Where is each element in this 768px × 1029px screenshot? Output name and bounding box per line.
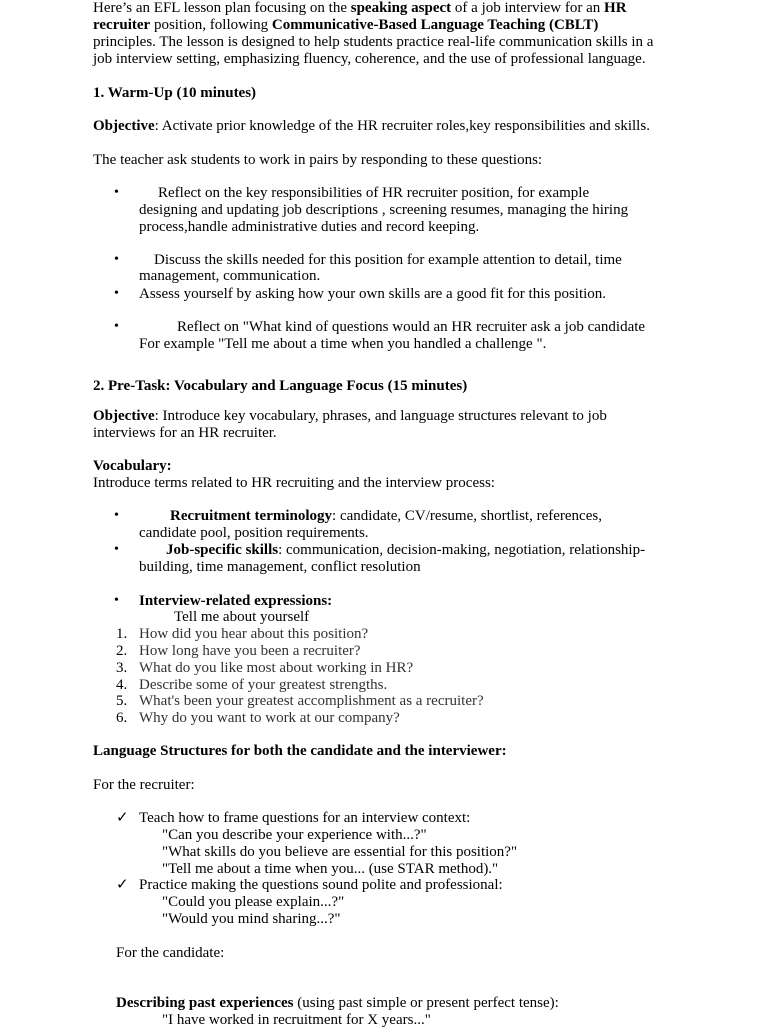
pretask-objective: Objective: Introduce key vocabulary, phrases, and language structures relevant to job [93,408,607,424]
bullet-icon: • [114,252,119,267]
check-item-2: Practice making the questions sound polite and professional: [139,877,503,893]
question-item: Describe some of your greatest strengths. [139,677,388,693]
job-specific-skills-line-2: building, time management, conflict resolution [139,559,421,575]
warmup-bullet-1-line-2: designing and updating job descriptions , screening resumes, managing the hiring [139,202,629,218]
recruiter-label: For the recruiter: [93,777,195,793]
bullet-icon: • [114,542,119,557]
intro-line-4: job interview setting, emphasizing fluency, coherence, and the use of professional language. [93,51,646,67]
warmup-objective: Objective: Activate prior knowledge of the HR recruiter roles,key responsibilities and skills. [93,118,650,134]
example-question: "Can you describe your experience with...?" [162,827,427,843]
recruitment-terminology: Recruitment terminology: candidate, CV/resume, shortlist, references, [170,508,602,524]
question-item: How did you hear about this position? [139,626,369,642]
question-number: 5. [116,693,128,709]
example-question: "Would you mind sharing...?" [162,911,341,927]
question-item: Why do you want to work at our company? [139,710,400,726]
structures-heading: Language Structures for both the candidate and the interviewer: [93,743,507,759]
recruitment-terminology-line-2: candidate pool, position requirements. [139,525,369,541]
question-number: 3. [116,660,128,676]
question-number: 2. [116,643,128,659]
intro-line-3: principles. The lesson is designed to help students practice real-life communication skills in a [93,34,654,50]
warmup-bullet-1-line-1: Reflect on the key responsibilities of HR recruiter position, for example [158,185,590,201]
check-item-1: Teach how to frame questions for an interview context: [139,810,471,826]
example-question: "Could you please explain...?" [162,894,345,910]
warmup-instruction: The teacher ask students to work in pairs by responding to these questions: [93,152,543,168]
vocabulary-intro: Introduce terms related to HR recruiting and the interview process: [93,475,495,491]
warmup-bullet-1-line-3: process,handle administrative duties and record keeping. [139,219,480,235]
example-answer: "I have worked in recruitment for X years..." [162,1012,431,1028]
intro-line-2: recruiter position, following Communicative-Based Language Teaching (CBLT) [93,17,599,33]
question-number: 4. [116,677,128,693]
warmup-bullet-2-line-2: management, communication. [139,268,321,284]
question-number: 6. [116,710,128,726]
vocabulary-heading: Vocabulary: [93,458,172,474]
warmup-bullet-3: Assess yourself by asking how your own skills are a good fit for this position. [139,286,607,302]
warmup-bullet-2-line-1: Discuss the skills needed for this position for example attention to detail, time [154,252,622,268]
intro-line-1: Here’s an EFL lesson plan focusing on the speaking aspect of a job interview for an HR [93,0,627,16]
warmup-bullet-4-line-1: Reflect on "What kind of questions would an HR recruiter ask a job candidate [177,319,646,335]
interview-expressions-heading: Interview-related expressions: [139,593,333,609]
checkmark-icon: ✓ [116,810,129,826]
warmup-heading: 1. Warm-Up (10 minutes) [93,85,257,101]
example-question: "Tell me about a time when you... (use STAR method)." [162,861,499,877]
bullet-icon: • [114,593,119,608]
pretask-objective-line-2: interviews for an HR recruiter. [93,425,277,441]
job-specific-skills: Job-specific skills: communication, decision-making, negotiation, relationship- [166,542,646,558]
bullet-icon: • [114,508,119,523]
question-item: How long have you been a recruiter? [139,643,361,659]
pretask-heading: 2. Pre-Task: Vocabulary and Language Focus (15 minutes) [93,378,468,394]
candidate-label: For the candidate: [116,945,225,961]
question-number: 1. [116,626,128,642]
question-item: What do you like most about working in HR? [139,660,414,676]
bullet-icon: • [114,319,119,334]
interview-expressions-sub: Tell me about yourself [174,609,310,625]
bullet-icon: • [114,185,119,200]
checkmark-icon: ✓ [116,877,129,893]
warmup-bullet-4-line-2: For example "Tell me about a time when you handled a challenge ". [139,336,547,352]
past-experiences: Describing past experiences (using past simple or present perfect tense): [116,995,559,1011]
question-item: What's been your greatest accomplishment as a recruiter? [139,693,484,709]
bullet-icon: • [114,286,119,301]
example-question: "What skills do you believe are essential for this position?" [162,844,518,860]
